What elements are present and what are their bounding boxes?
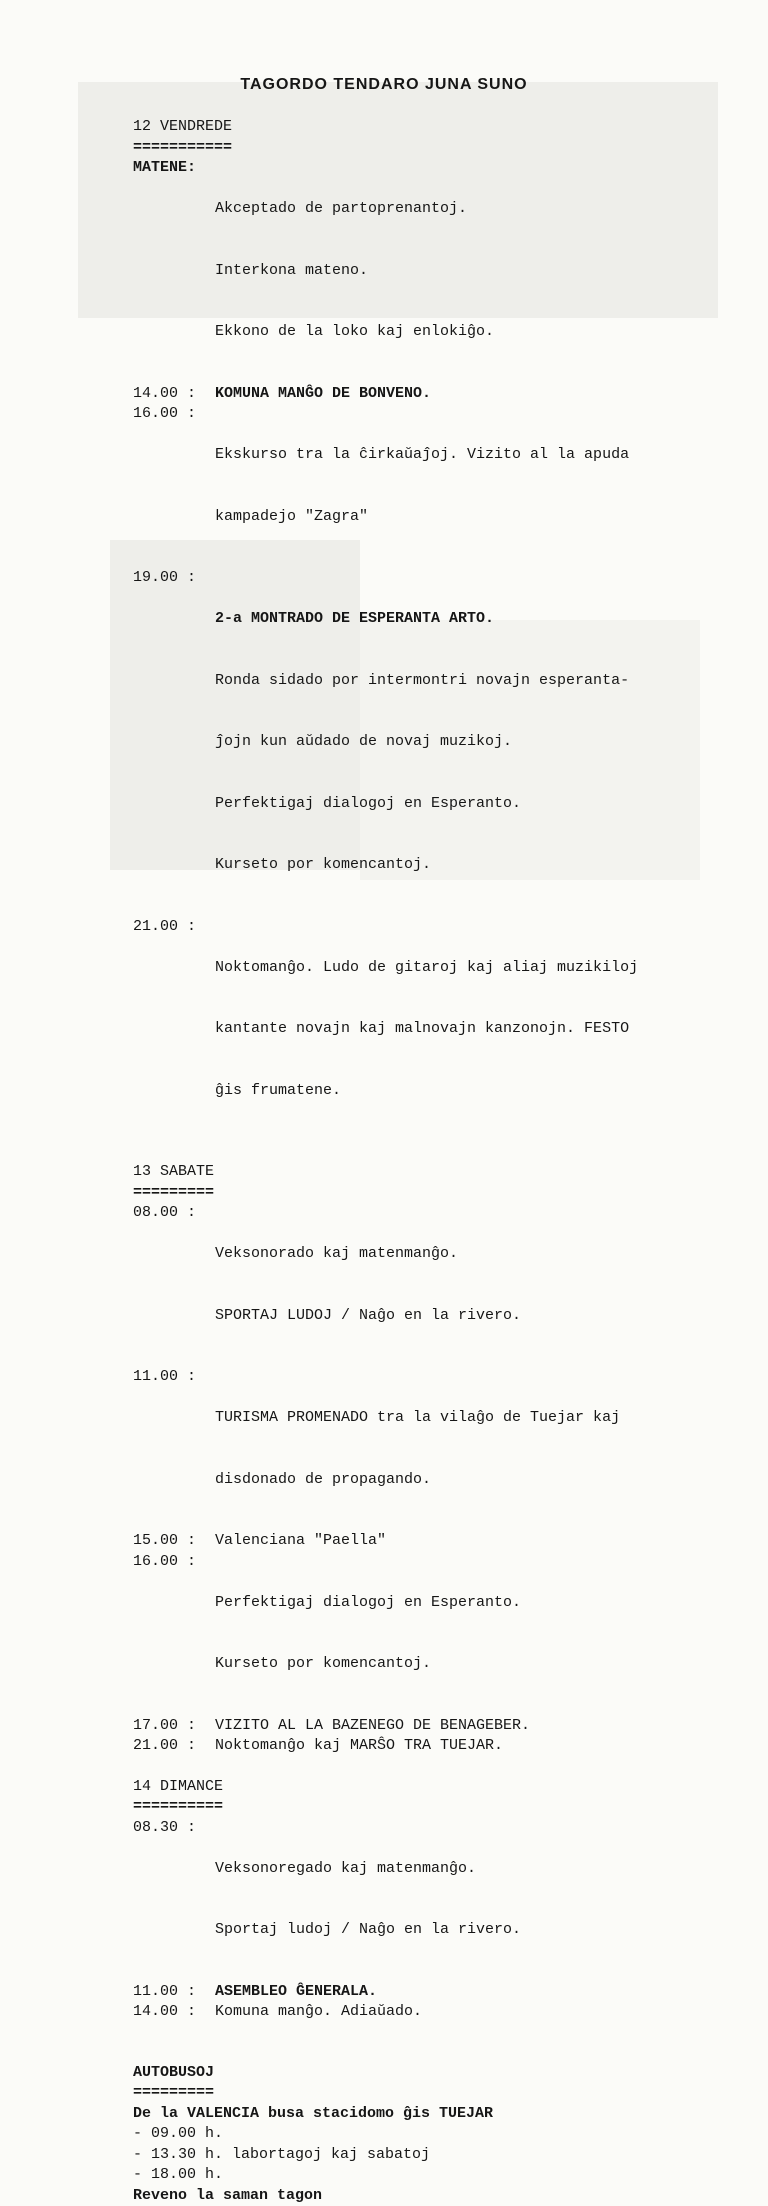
schedule-entry [133, 1203, 713, 1367]
entry-line: Valenciana "Paella" [215, 1531, 713, 1552]
entry-line: Noktomanĝo kaj MARŜO TRA TUEJAR. [215, 1736, 713, 1757]
entry-time: 08.00 : [133, 1203, 215, 1367]
entry-line: kampadejo "Zagra" [215, 507, 713, 528]
entry-line: SPORTAJ LUDOJ / Naĝo en la rivero. [215, 1306, 713, 1327]
bus-time: - 18.00 h. [133, 2165, 713, 2186]
entry-time: 21.00 : [133, 1736, 215, 1757]
day-section [133, 1777, 713, 2023]
schedule-entry [133, 1818, 713, 1982]
day-heading: 14 DIMANCE [133, 1777, 713, 1798]
bus-time: - 09.00 h. [133, 2124, 713, 2145]
day-heading-rule: ========= [133, 1183, 713, 1204]
entry-line: ĵojn kun aŭdado de novaj muzikoj. [215, 732, 713, 753]
schedule-entry [133, 1367, 713, 1531]
entry-time: 08.30 : [133, 1818, 215, 1982]
entry-time: 11.00 : [133, 1982, 215, 2003]
entry-time: 17.00 : [133, 1716, 215, 1737]
day-heading: 13 SABATE [133, 1162, 713, 1183]
schedule-entry [133, 1716, 713, 1737]
entry-line: Ekskurso tra la ĉirkaŭaĵoj. Vizito al la apuda [215, 445, 713, 466]
entry-line: 2-a MONTRADO DE ESPERANTA ARTO. [215, 609, 713, 630]
day-heading-rule: =========== [133, 138, 713, 159]
entry-time: 16.00 : [133, 404, 215, 568]
entry-time: 14.00 : [133, 2002, 215, 2023]
schedule-entry [133, 158, 713, 384]
day-heading-rule: ========== [133, 1797, 713, 1818]
day-section [133, 117, 713, 1142]
schedule-entry [133, 1982, 713, 2003]
entry-time: 16.00 : [133, 1552, 215, 1716]
entry-line: kantante novajn kaj malnovajn kanzonojn. FESTO [215, 1019, 713, 1040]
entry-line: Kurseto por komencantoj. [215, 855, 713, 876]
day-heading: 12 VENDREDE [133, 117, 713, 138]
schedule-entry [133, 568, 713, 917]
entry-line: Veksonoregado kaj matenmanĝo. [215, 1859, 713, 1880]
entry-line: Ekkono de la loko kaj enlokiĝo. [215, 322, 713, 343]
schedule [133, 117, 713, 2206]
entry-line: disdonado de propagando. [215, 1470, 713, 1491]
entry-time: 11.00 : [133, 1367, 215, 1531]
bus-heading: AUTOBUSOJ [133, 2063, 713, 2084]
entry-line: Interkona mateno. [215, 261, 713, 282]
schedule-entry [133, 2002, 713, 2023]
entry-line: Noktomanĝo. Ludo de gitaroj kaj aliaj muzikiloj [215, 958, 713, 979]
bus-route: De la VALENCIA busa stacidomo ĝis TUEJAR [133, 2104, 713, 2125]
entry-line: VIZITO AL LA BAZENEGO DE BENAGEBER. [215, 1716, 713, 1737]
day-section [133, 1162, 713, 1757]
bus-return: Reveno la saman tagon [133, 2186, 713, 2206]
schedule-entry [133, 1552, 713, 1716]
entry-line: TURISMA PROMENADO tra la vilaĝo de Tuejar kaj [215, 1408, 713, 1429]
entry-time: 19.00 : [133, 568, 215, 917]
entry-line: ĝis frumatene. [215, 1081, 713, 1102]
entry-time: 15.00 : [133, 1531, 215, 1552]
entry-line: Ronda sidado por intermontri novajn esperanta- [215, 671, 713, 692]
schedule-entry [133, 1531, 713, 1552]
bus-time: - 13.30 h. labortagoj kaj sabatoj [133, 2145, 713, 2166]
entry-line: Veksonorado kaj matenmanĝo. [215, 1244, 713, 1265]
entry-line: Perfektigaj dialogoj en Esperanto. [215, 1593, 713, 1614]
entry-line: Sportaj ludoj / Naĝo en la rivero. [215, 1920, 713, 1941]
entry-line: Komuna manĝo. Adiaŭado. [215, 2002, 713, 2023]
page-title: TAGORDO TENDARO JUNA SUNO [0, 76, 768, 94]
entry-line: KOMUNA MANĜO DE BONVENO. [215, 384, 713, 405]
entry-line: Perfektigaj dialogoj en Esperanto. [215, 794, 713, 815]
schedule-entry [133, 917, 713, 1143]
schedule-entry [133, 384, 713, 405]
entry-time: 14.00 : [133, 384, 215, 405]
schedule-entry [133, 404, 713, 568]
entry-time: 21.00 : [133, 917, 215, 1143]
bus-section [133, 2063, 713, 2206]
bus-heading-rule: ========= [133, 2083, 713, 2104]
schedule-entry [133, 1736, 713, 1757]
entry-line: ASEMBLEO ĜENERALA. [215, 1982, 713, 2003]
entry-time: MATENE: [133, 158, 215, 384]
entry-line: Kurseto por komencantoj. [215, 1654, 713, 1675]
entry-line: Akceptado de partoprenantoj. [215, 199, 713, 220]
